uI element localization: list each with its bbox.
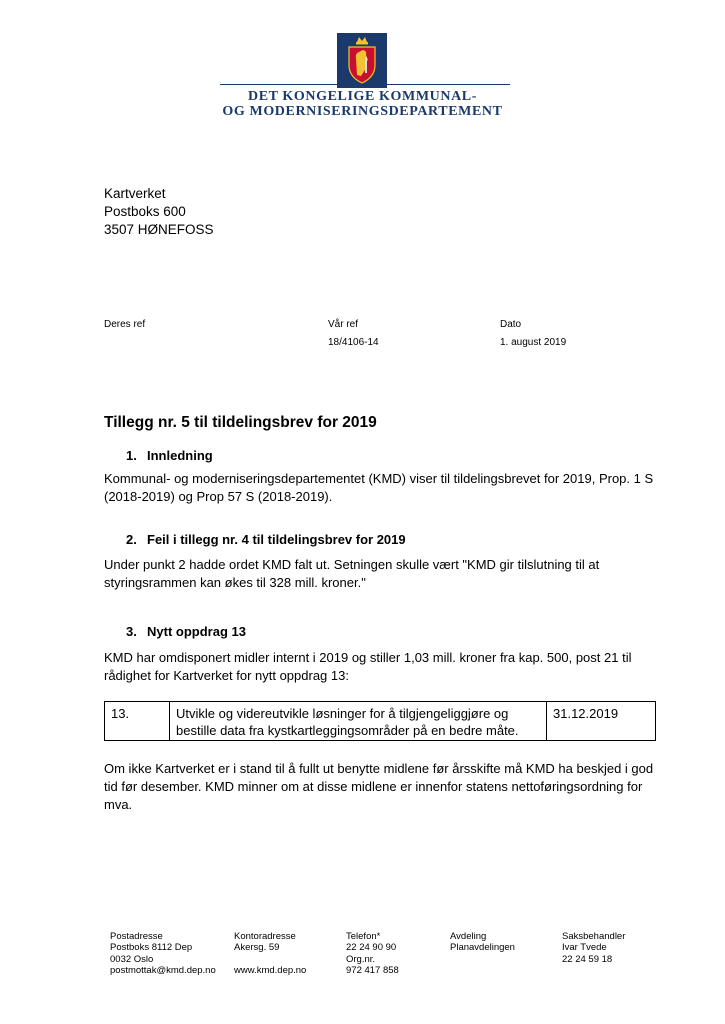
section-title: Feil i tillegg nr. 4 til tildelingsbrev for 2019: [147, 532, 406, 547]
footer-email-link[interactable]: postmottak@kmd.dep.no: [110, 965, 216, 977]
assignment-description: Utvikle og videreutvikle løsninger for å tilgjengeliggjøre og bestille data fra kystkartleggingsområder på en bedre måte.: [170, 702, 547, 741]
date-label: Dato: [500, 319, 522, 330]
footer-label: Saksbehandler: [562, 931, 626, 942]
section-number: 2.: [126, 532, 137, 547]
section-title: Nytt oppdrag 13: [147, 624, 246, 639]
ministry-name-line1: DET KONGELIGE KOMMUNAL-: [247, 89, 477, 104]
footer-line: [234, 954, 306, 965]
footer-case-officer: [562, 931, 625, 965]
section-3-closing: Om ikke Kartverket er i stand til å fullt ut benytte midlene før årsskifte må KMD ha beskjed i god tid før desember. KMD minner om at disse midlene er innenfor statens nettoføringsordning for mva.: [104, 761, 654, 812]
section-3-heading: [126, 624, 246, 639]
section-number: 3.: [126, 624, 137, 639]
assignment-table: [104, 701, 656, 741]
footer-website-link[interactable]: www.kmd.dep.no: [234, 965, 307, 977]
section-number: 1.: [126, 448, 137, 463]
our-ref-label: Vår ref: [328, 319, 359, 330]
footer-department: [450, 931, 515, 954]
footer-line: 972 417 858: [346, 965, 399, 977]
footer-label: Kontoradresse: [234, 931, 296, 942]
section-2-heading: [126, 532, 406, 547]
section-title: Innledning: [147, 448, 213, 463]
ministry-name-line2: OG MODERNISERINGSDEPARTEMENT: [222, 104, 503, 119]
footer-line: Org.nr.: [346, 953, 376, 965]
assignment-number: 13.: [105, 702, 170, 741]
footer-phone: [346, 931, 399, 977]
section-1-body: Kommunal- og moderniseringsdepartementet (KMD) viser til tildelingsbrevet for 2019, Prop. 1 S (2018-2019) og Prop 57 S (2018-2019).: [104, 471, 654, 504]
footer-label: Postadresse: [110, 931, 163, 942]
coat-of-arms-logo: [337, 33, 387, 88]
footer-line: 22 24 90 90: [346, 942, 397, 954]
footer-line: Ivar Tvede: [562, 942, 607, 954]
date-value: 1. august 2019: [500, 337, 567, 348]
footer-line: 0032 Oslo: [110, 953, 154, 965]
footer-label: Avdeling: [450, 931, 487, 942]
recipient-name: Kartverket: [104, 186, 166, 201]
footer-label: Telefon*: [346, 931, 381, 942]
footer-office-address: [234, 931, 306, 977]
footer-line: Planavdelingen: [450, 942, 515, 954]
section-1-heading: [126, 448, 213, 463]
assignment-deadline: 31.12.2019: [547, 702, 656, 741]
their-ref-label: Deres ref: [104, 319, 146, 330]
section-2-body: Under punkt 2 hadde ordet KMD falt ut. Setningen skulle vært "KMD gir tilslutning til at styringsrammen kan økes til 328 mill. kroner.": [104, 557, 600, 590]
recipient-address: [104, 185, 214, 239]
footer-line: Akersg. 59: [234, 942, 280, 954]
recipient-city: 3507 HØNEFOSS: [104, 222, 214, 237]
footer-line: Postboks 8112 Dep: [110, 942, 193, 954]
table-row: [105, 702, 656, 741]
recipient-postbox: Postboks 600: [104, 204, 186, 219]
footer-line: 22 24 59 18: [562, 953, 613, 965]
letterhead-divider: [220, 84, 510, 85]
letter-title: Tillegg nr. 5 til tildelingsbrev for 2019: [104, 414, 377, 431]
our-ref-value: 18/4106-14: [328, 337, 379, 348]
footer-postal-address: [110, 931, 216, 977]
section-3-body: KMD har omdisponert midler internt i 2019 og stiller 1,03 mill. kroner fra kap. 500, post 21 til rådighet for Kartverket for nytt oppdrag 13:: [104, 650, 632, 683]
